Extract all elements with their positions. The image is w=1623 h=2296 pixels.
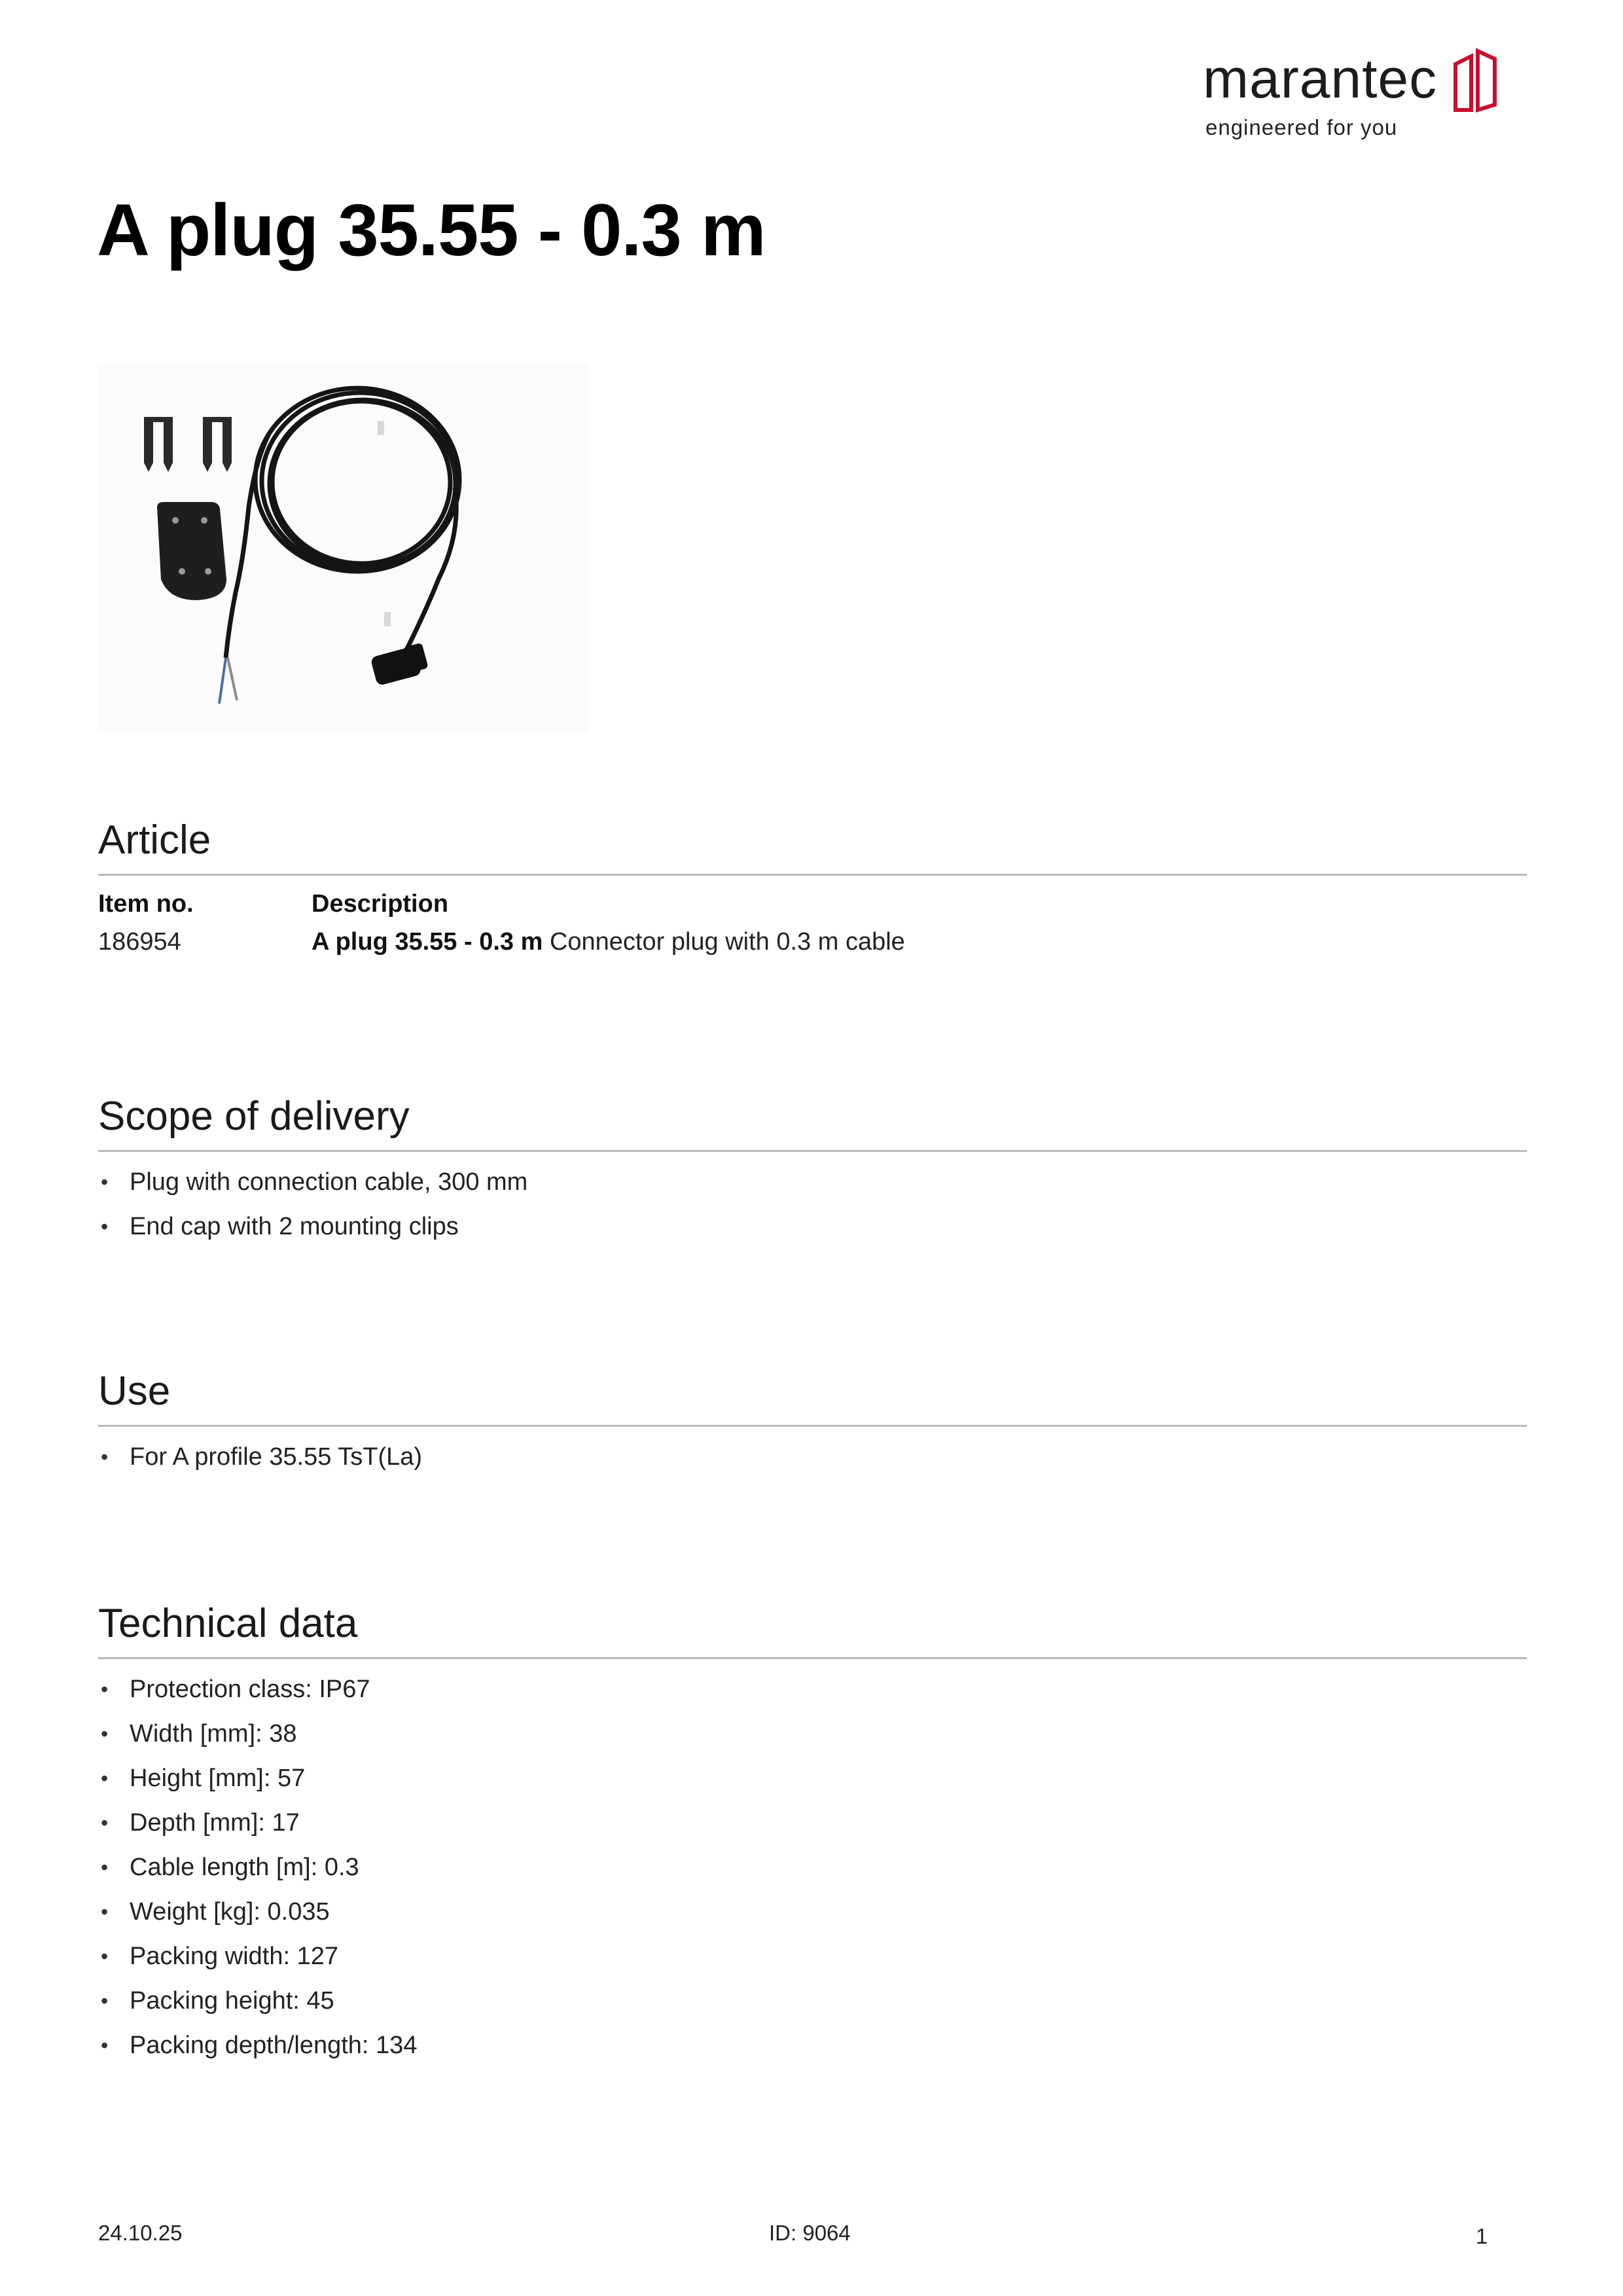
list-item: • Plug with connection cable, 300 mm	[98, 1160, 527, 1204]
brand-tagline: engineered for you	[1205, 115, 1398, 139]
section-divider	[98, 1425, 1527, 1427]
list-item: • End cap with 2 mounting clips	[98, 1204, 527, 1249]
list-item: • For A profile 35.55 TsT(La)	[98, 1435, 422, 1479]
list-item: • Packing depth/length: 134	[98, 2023, 417, 2068]
use-list	[98, 1435, 422, 1479]
list-item: • Cable length [m]: 0.3	[98, 1845, 417, 1890]
article-description-name: A plug 35.55 - 0.3 m	[312, 928, 543, 956]
footer-date: 24.10.25	[98, 2221, 183, 2245]
article-description	[312, 928, 905, 956]
list-item: • Width [mm]: 38	[98, 1712, 417, 1756]
list-item: • Height [mm]: 57	[98, 1756, 417, 1801]
technical-list	[98, 1667, 417, 2068]
list-item: • Protection class: IP67	[98, 1667, 417, 1712]
section-title-scope: Scope of delivery	[98, 1094, 410, 1139]
scope-list	[98, 1160, 527, 1249]
end-cap-icon	[157, 502, 226, 600]
list-item: • Weight [kg]: 0.035	[98, 1890, 417, 1934]
section-divider	[98, 1657, 1527, 1659]
page-title: A plug 35.55 - 0.3 m	[97, 189, 766, 271]
article-item-no: 186954	[98, 928, 181, 956]
list-item: • Packing width: 127	[98, 1934, 417, 1979]
section-title-article: Article	[98, 817, 211, 863]
section-title-use: Use	[98, 1369, 171, 1414]
list-item: • Depth [mm]: 17	[98, 1801, 417, 1845]
brand-logo-wordmark: marantec	[1203, 48, 1438, 109]
column-header-description: Description	[312, 890, 449, 918]
footer-page-number: 1	[1476, 2224, 1488, 2248]
list-item: • Packing height: 45	[98, 1979, 417, 2023]
section-divider	[98, 874, 1527, 876]
section-divider	[98, 1150, 1527, 1152]
product-image	[98, 363, 589, 733]
section-title-technical: Technical data	[98, 1601, 358, 1646]
brand-logo-icon	[1452, 45, 1499, 115]
column-header-item-no: Item no.	[98, 890, 194, 918]
footer-id: ID: 9064	[769, 2221, 851, 2245]
article-description-text: Connector plug with 0.3 m cable	[549, 928, 905, 956]
